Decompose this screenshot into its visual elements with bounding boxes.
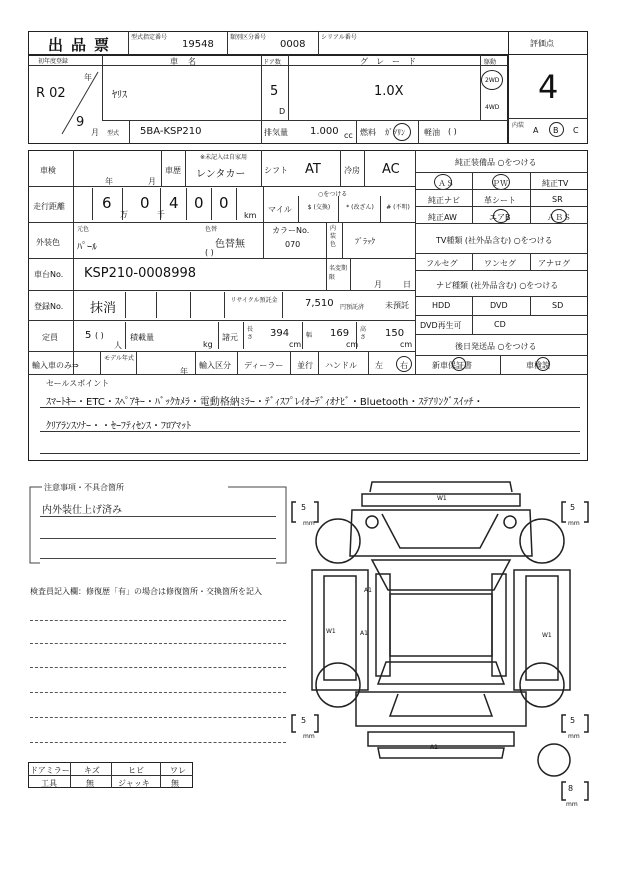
- legend-jack: ジャッキ: [118, 779, 150, 788]
- navi-dvd-play: DVD再生可: [420, 321, 462, 330]
- tire-rl-mm: mm: [303, 733, 315, 740]
- navi-cd: CD: [494, 320, 506, 329]
- navi-dvd: DVD: [490, 301, 508, 310]
- recycle-unit: 円預託済: [340, 304, 365, 311]
- color-no-label: カラーNo.: [272, 226, 310, 235]
- model-value: 5BA-KSP210: [140, 126, 202, 137]
- type-approval-no: 19548: [182, 39, 214, 50]
- drive-2wd-circle: [481, 70, 503, 90]
- interior-label: 内装: [512, 122, 525, 129]
- color-change-label: 色替: [205, 226, 218, 233]
- later-warranty-circle: [452, 357, 466, 371]
- insp-month-unit: 月: [148, 177, 156, 186]
- drive-4wd: 4WD: [485, 104, 500, 111]
- parallel: 並行: [297, 361, 313, 370]
- first-reg-label: 初年度登録: [38, 58, 69, 65]
- mileage-label: 走行距離: [33, 202, 65, 211]
- capacity-paren: ( ): [95, 331, 104, 340]
- sales-line-2: ｸﾘｱﾗﾝｽｿﾅｰ・・ｾｰﾌﾃｨｾﾝｽ・ﾌﾛｱﾏｯﾄ: [46, 421, 191, 432]
- spare-tire-mm: mm: [566, 801, 578, 808]
- type-approval-label: 型式指定番号: [131, 34, 168, 41]
- inspector-label: 検査員記入欄：修復歴「有」の場合は修復箇所・交換箇所を記入: [30, 587, 262, 596]
- mark-left-front-door: A1: [364, 587, 372, 594]
- notes-label: 注意事項・不具合箇所: [44, 483, 124, 492]
- model-label: 型式: [107, 130, 120, 137]
- mileage-digit-1: 6: [102, 194, 112, 212]
- interior-b-circle: [549, 122, 564, 137]
- spare-tire: 8: [568, 784, 574, 793]
- interior-b: B: [553, 126, 559, 135]
- displacement-label: 排気量: [264, 128, 288, 137]
- door-suffix: D: [279, 107, 286, 116]
- mark-left-rear-door: A1: [360, 630, 368, 637]
- equip-std-label: 純正装備品 ○をつける: [455, 158, 537, 167]
- color-label: 外装色: [36, 238, 60, 247]
- tire-fr-mm: mm: [568, 520, 580, 527]
- recycle-amount: 7,510: [305, 298, 334, 309]
- tire-rr-mm: mm: [568, 733, 580, 740]
- height-label: 高さ: [360, 326, 367, 341]
- tire-fl-mm: mm: [303, 520, 315, 527]
- handle-left: 左: [375, 361, 383, 370]
- mile-exchange: $ (交換): [307, 204, 331, 211]
- tv-label: TV種類 (社外品含む) ○をつける: [436, 236, 553, 245]
- model-year-label: モデル年式: [104, 355, 134, 362]
- int-color-label: 内装色: [330, 225, 337, 248]
- sen-unit: 千: [157, 210, 165, 219]
- orig-color-label: 元色: [77, 226, 90, 233]
- rating-label: 評価点: [530, 39, 554, 48]
- reg-label: 登録No.: [34, 302, 64, 311]
- month-unit: 月: [91, 128, 99, 137]
- equip-abs-circle: [551, 209, 567, 223]
- color-change: 色替無: [215, 239, 245, 250]
- history-value: レンタカー: [196, 169, 246, 180]
- navi-hdd: HDD: [432, 301, 451, 310]
- person-unit: 人: [114, 341, 122, 350]
- color-paren: ( ): [205, 248, 214, 257]
- height-cm: cm: [400, 340, 413, 349]
- legend-jack-none: 無: [171, 779, 179, 788]
- int-color: ﾌﾞﾗｯｸ: [355, 237, 375, 246]
- equip-as-circle: [434, 174, 452, 190]
- mileage-digit-5: 0: [219, 194, 229, 212]
- handle-right-circle: [396, 356, 412, 372]
- mileage-digit-2: 0: [140, 194, 150, 212]
- inspection-label: 車検: [40, 166, 56, 175]
- serial-label: シリアル番号: [321, 34, 357, 41]
- grade-value: 1.0X: [374, 84, 404, 99]
- navi-label: ナビ種類 (社外品含む) ○をつける: [436, 281, 559, 290]
- length-label: 長さ: [247, 326, 254, 341]
- first-reg-era: R 02: [36, 86, 66, 101]
- name-change-label: 名変期限: [329, 265, 348, 281]
- handle-right: 右: [400, 361, 408, 370]
- load-kg: kg: [203, 340, 213, 349]
- history-label: 車歴: [165, 166, 181, 175]
- drive-label: 駆動: [484, 59, 497, 66]
- mile-unknown: # (不明): [386, 204, 410, 211]
- dims-label: 諸元: [222, 333, 238, 342]
- insp-year-unit: 年: [105, 177, 113, 186]
- cc-unit: cc: [344, 131, 353, 140]
- rating-value: 4: [538, 68, 559, 106]
- nc-month-unit: 月: [374, 280, 382, 289]
- equip-pw: ＰＷ: [492, 179, 508, 188]
- first-reg-month: 9: [76, 115, 85, 130]
- navi-sd: SD: [552, 301, 564, 310]
- width-label: 幅: [306, 332, 313, 339]
- car-name: ﾔﾘｽ: [112, 90, 127, 101]
- tv-oneseg: ワンセグ: [484, 259, 516, 268]
- capacity-label: 定員: [42, 333, 58, 342]
- load-label: 積載量: [130, 333, 154, 342]
- tire-fr: 5: [570, 503, 576, 512]
- ac-value: AC: [382, 162, 400, 177]
- displacement-value: 1.000: [310, 126, 339, 137]
- notes-bracket: [28, 485, 290, 565]
- category-no: 0008: [280, 39, 306, 50]
- fuel-value: ｶﾞｿﾘﾝ: [385, 128, 405, 137]
- nc-day-unit: 日: [403, 280, 411, 289]
- km-unit: km: [244, 211, 257, 220]
- diesel-paren: ( ): [448, 127, 457, 136]
- chassis-label: 車台No.: [34, 270, 64, 279]
- fuel-circle: [393, 123, 411, 141]
- tire-rr: 5: [570, 716, 576, 725]
- doors-value: 5: [270, 84, 279, 99]
- recycle-label: リサイクル預託金: [230, 297, 278, 304]
- equip-as: ＡＳ: [438, 179, 454, 188]
- mark-right-side: W1: [542, 632, 552, 639]
- legend-doormirror: ドアミラー: [30, 766, 70, 775]
- ac-label: 冷房: [344, 166, 360, 175]
- equip-navi: 純正ナビ: [428, 196, 460, 205]
- interior-c: C: [573, 126, 579, 135]
- mark-rear-bumper: A1: [430, 744, 438, 751]
- equip-leather: 革シート: [484, 196, 516, 205]
- legend-tools-none: 無: [86, 779, 94, 788]
- tv-analog: アナログ: [538, 259, 570, 268]
- chassis-value: KSP210-0008998: [84, 266, 197, 281]
- car-name-label: 車名: [170, 57, 206, 66]
- car-diagram: [290, 470, 595, 815]
- import-label: 輸入車のみ⇒: [32, 361, 79, 370]
- later-warranty: 新車保証書: [432, 361, 472, 370]
- later-inspection-circle: [536, 357, 550, 371]
- equip-airbag: エアB: [489, 213, 511, 222]
- legend-crack: ヒビ: [128, 766, 144, 775]
- equip-tv: 純正TV: [542, 179, 569, 188]
- color-no: 070: [285, 240, 301, 249]
- equip-sr: SR: [552, 195, 563, 204]
- orig-color: ﾊﾟｰﾙ: [77, 242, 97, 253]
- later-label: 後日発送品 ○をつける: [455, 342, 537, 351]
- model-year-unit: 年: [180, 367, 188, 376]
- sales-label: セールスポイント: [46, 379, 110, 388]
- mile-label: マイル: [268, 205, 292, 214]
- tire-rl: 5: [301, 716, 307, 725]
- reg-value: 抹消: [90, 301, 117, 316]
- legend-scratch: キズ: [84, 766, 100, 775]
- mileage-digit-4: 0: [194, 194, 204, 212]
- dealer: ディーラー: [244, 361, 284, 370]
- recycle-none: 未預託: [385, 301, 409, 310]
- shift-label: シフト: [264, 166, 288, 175]
- width-cm: cm: [346, 340, 359, 349]
- mileage-digit-3: 4: [169, 194, 179, 212]
- legend-tools: 工具: [41, 779, 57, 788]
- drive-2wd: 2WD: [485, 77, 500, 84]
- mile-note: ○をつける: [318, 191, 348, 198]
- equip-airbag-circle: [493, 209, 509, 223]
- equip-aw: 純正AW: [428, 213, 457, 222]
- tv-fullseg: フルセグ: [426, 259, 458, 268]
- equip-pw-circle: [492, 174, 510, 190]
- man-unit: 万: [120, 210, 128, 219]
- length-value: 394: [270, 328, 290, 339]
- mark-front-bumper: W1: [437, 495, 447, 502]
- later-inspection: 車検説: [526, 361, 550, 370]
- grade-label: グレード: [360, 57, 424, 66]
- legend-break: ワレ: [170, 766, 186, 775]
- notes-line-1: 内外装仕上げ済み: [42, 505, 122, 516]
- width-value: 169: [330, 328, 350, 339]
- category-label: 類別区分番号: [230, 34, 267, 41]
- shift-value: AT: [305, 162, 321, 177]
- interior-a: A: [533, 126, 539, 135]
- height-value: 150: [385, 328, 405, 339]
- tire-fl: 5: [301, 503, 307, 512]
- mile-tamper: * (改ざん): [346, 204, 374, 211]
- capacity-value: 5: [85, 330, 92, 341]
- diesel-label: 軽油: [424, 128, 440, 137]
- form-title: 出品票: [48, 36, 118, 54]
- history-note: ※未記入は自家用: [200, 154, 248, 161]
- sales-line-1: ｽﾏｰﾄｷｰ・ETC・ｽﾍﾟｱｷｰ・ﾊﾞｯｸｶﾒﾗ・電動格納ﾐﾗｰ・ﾃﾞｨｽﾌﾟﾚｲｵｰﾃﾞｨｵﾅﾋﾞ・Bluetooth・ｽﾃｱﾘﾝｸﾞｽｲｯﾁ・: [46, 397, 484, 408]
- length-cm: cm: [289, 340, 302, 349]
- doors-label: ドア数: [263, 59, 281, 66]
- equip-abs: ＡＢＳ: [547, 213, 571, 222]
- fuel-label: 燃料: [360, 128, 376, 137]
- year-unit: 年: [84, 73, 92, 82]
- mark-left-side: W1: [326, 628, 336, 635]
- handle-label: ハンドル: [325, 361, 357, 370]
- import-cat-label: 輸入区分: [199, 361, 231, 370]
